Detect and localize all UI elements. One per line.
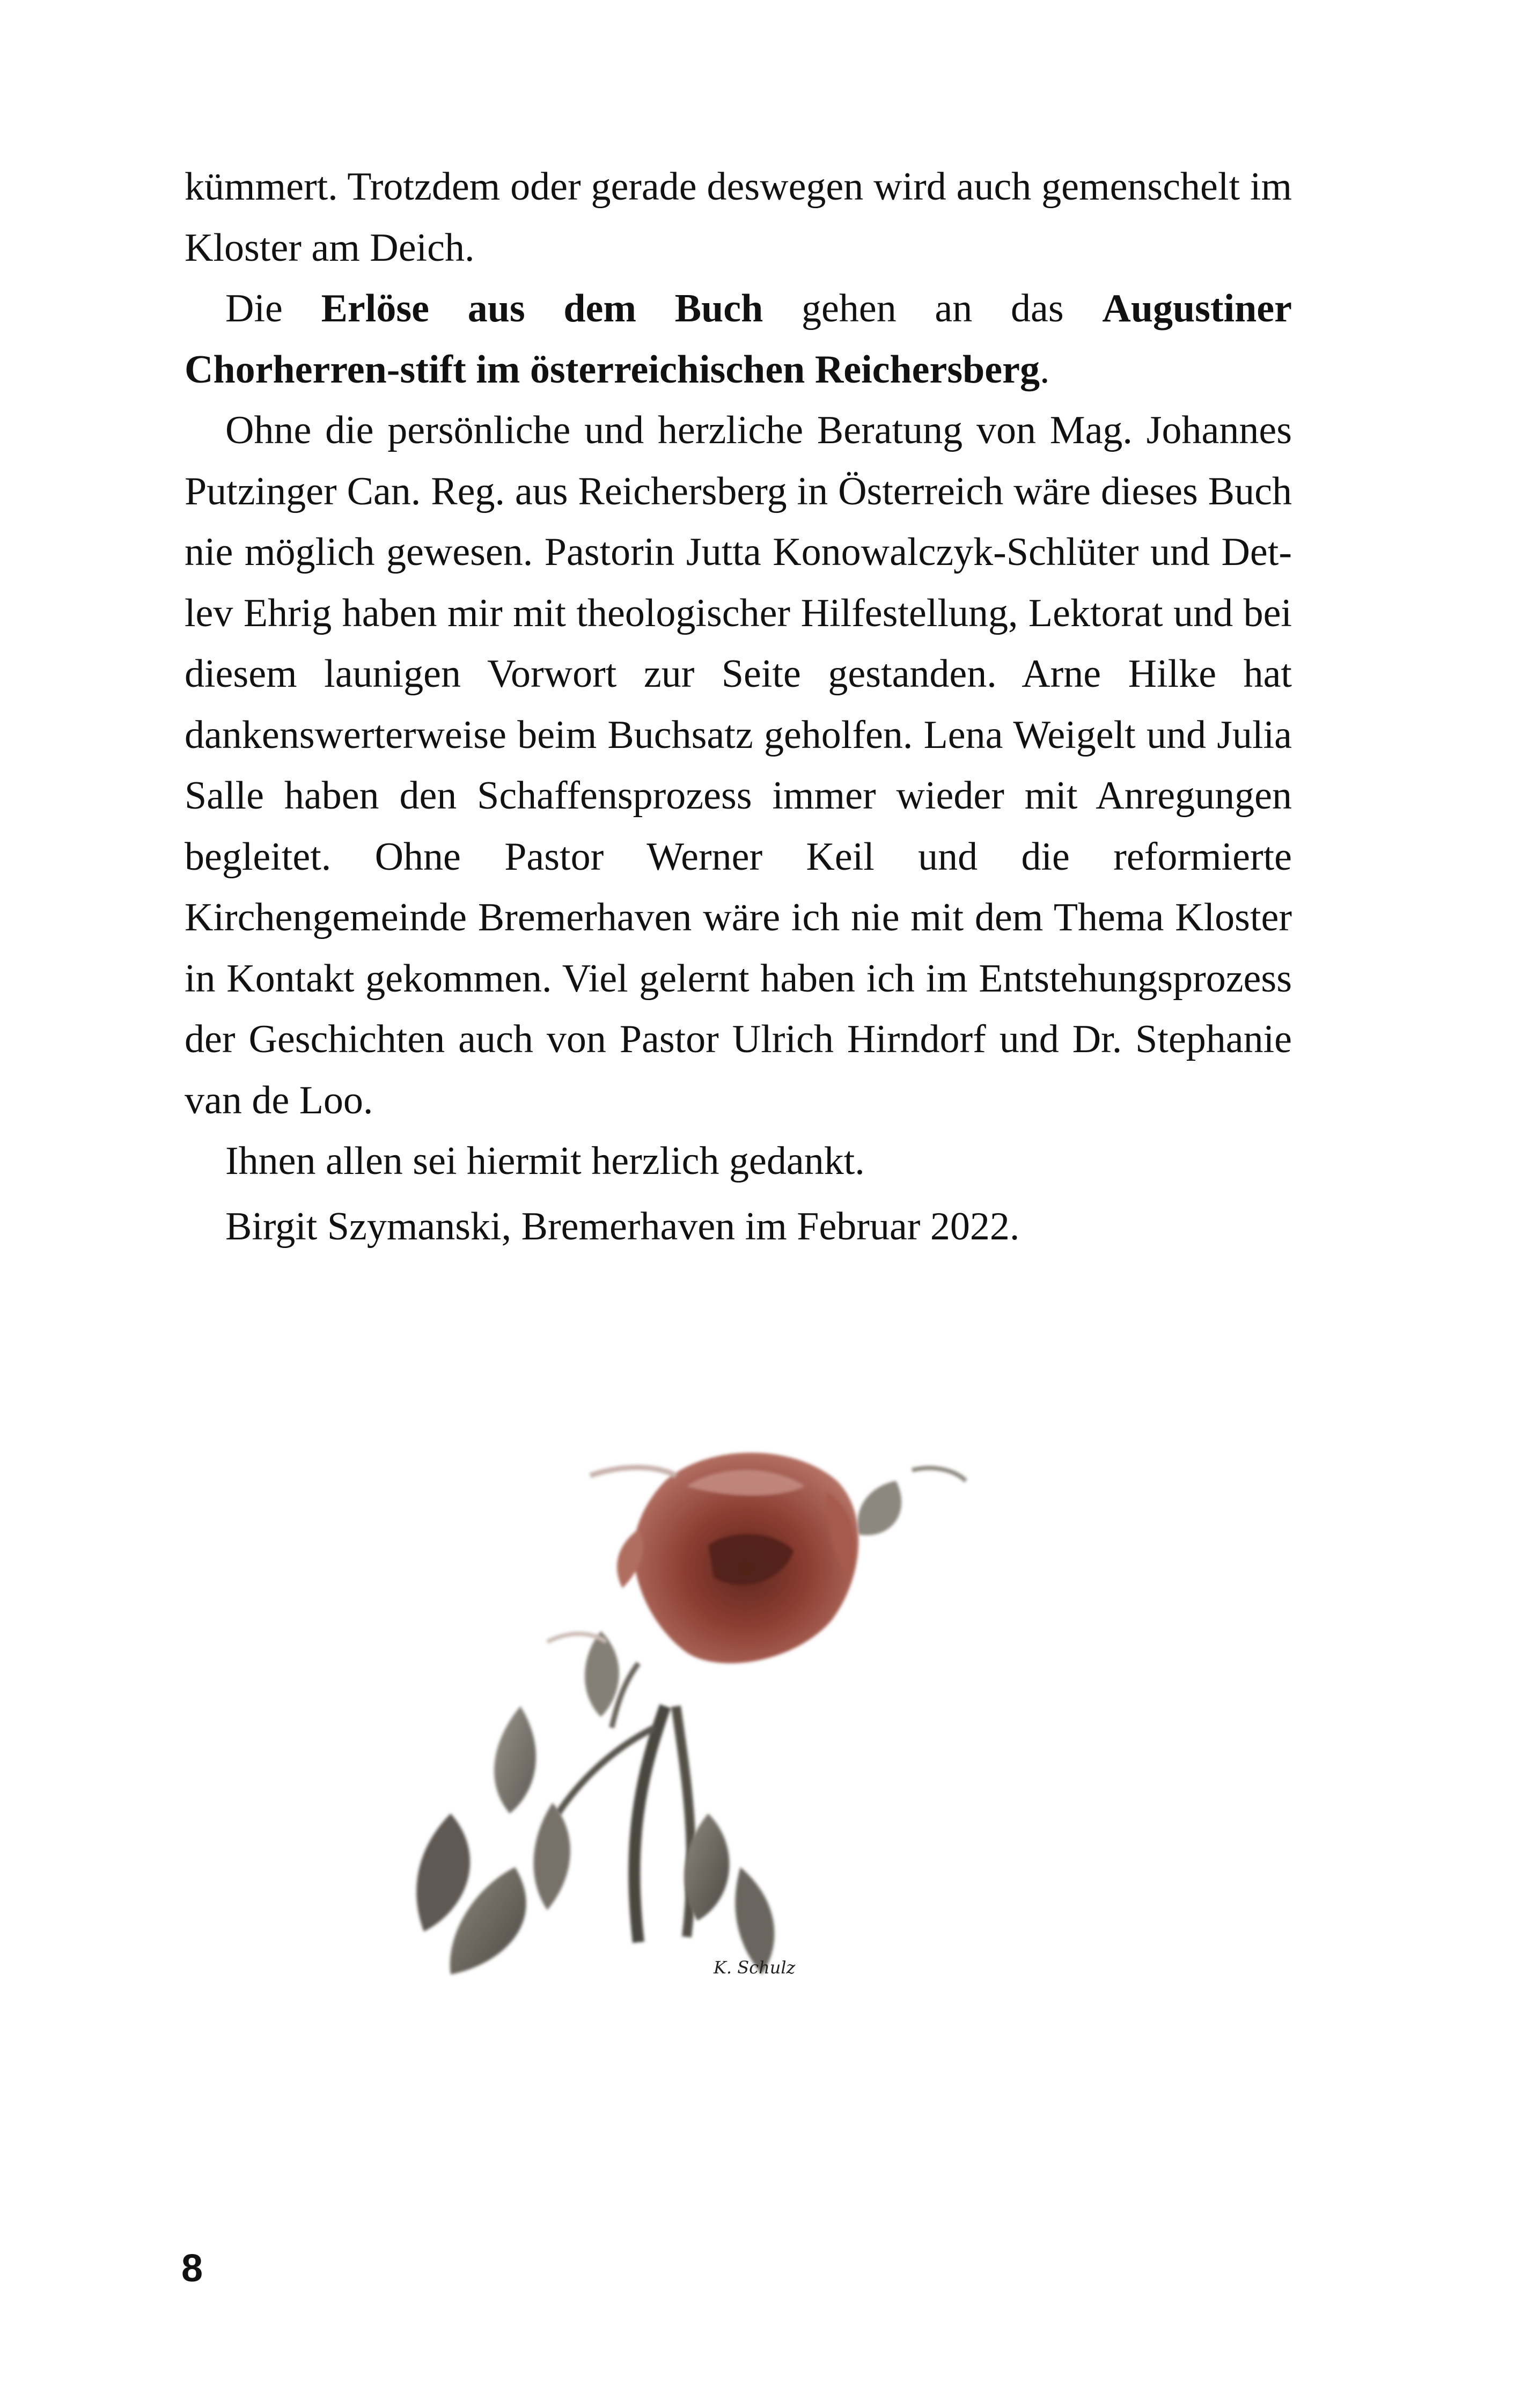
paragraph-2 — [185, 278, 1292, 400]
signoff-line: Birgit Szymanski, Bremerhaven im Februar 2022. — [225, 1205, 1020, 1249]
paragraph-3: Ohne die persönliche und herzliche Beratung von Mag. Johannes Putzinger Can. Reg. aus Reichersberg in Österreich wäre dieses Buch nie möglich gewesen. Pastorin Jutta Konowalczyk-Schlüter und Detlev Ehrig haben mir mit theologischer Hilfestellung, Lektorat und bei diesem launigen Vorwort zur Seite gestanden. Arne Hilke hat dankenswerterweise beim Buchsatz geholfen. Lena Weigelt und Julia Salle haben den Schaffensprozess immer wieder mit Anregungen begleitet. Ohne Pastor Werner Keil und die reformierte Kirchengemeinde Bremerhaven wäre ich nie mit dem Thema Kloster in Kontakt gekommen. Viel gelernt haben ich im Entstehungsprozess der Geschichten auch von Pastor Ulrich Hirndorf und Dr. Stephanie van de Loo. — [185, 408, 1292, 1122]
rose-illustration — [386, 1406, 1084, 1996]
bold-proceeds: Erlöse aus dem Buch — [321, 287, 763, 331]
rose-bloom — [547, 1453, 858, 1664]
paragraph-4: Ihnen allen sei hiermit herzlich gedankt. — [225, 1139, 865, 1183]
paragraph-2-text-c: . — [1040, 347, 1050, 392]
rose-stems — [558, 1663, 691, 1942]
page-number: 8 — [181, 2247, 203, 2290]
paragraph-1: kümmert. Trotzdem oder gerade deswegen wird auch gemenschelt im Kloster am Deich. — [185, 165, 1292, 270]
bold-monastery: Augustiner Chorherren-stift im österreichischen Reichersberg — [185, 287, 1292, 392]
paragraph-2-text-b: gehen an das — [763, 287, 1103, 331]
artist-signature: K. Schulz — [714, 1957, 796, 1978]
body-text — [185, 157, 1292, 1192]
paragraph-2-text-a: Die — [225, 287, 321, 331]
